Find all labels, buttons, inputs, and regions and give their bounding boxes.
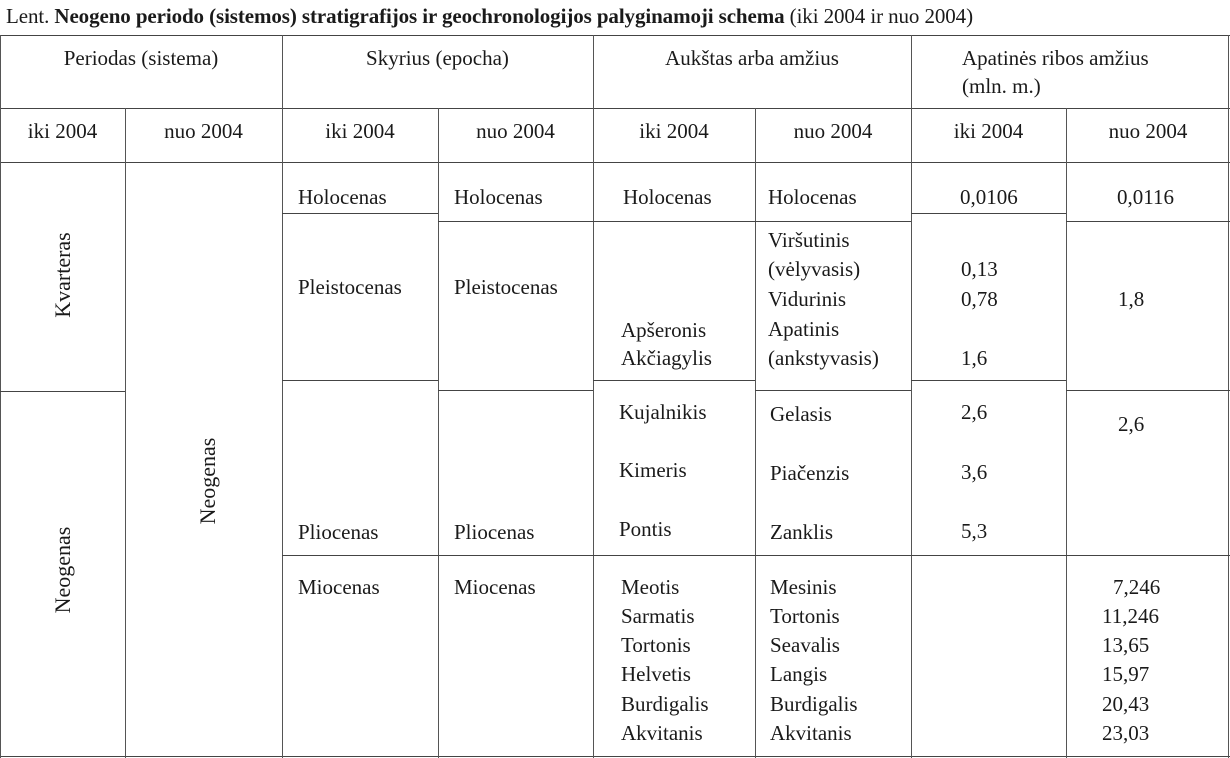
header-lower-boundary-line2: (mln. m.): [962, 74, 1041, 98]
header-epoch: Skyrius (epocha): [366, 46, 509, 70]
age-iki-3-6: 3,6: [961, 460, 988, 484]
age-iki-divider: [911, 380, 1066, 381]
caption-title: Neogeno periodo (sistemos) stratigrafijos ir geochronologijos palyginamoji schema: [54, 4, 785, 28]
stage-nuo-ankstyvasis: (ankstyvasis): [768, 346, 879, 370]
stage-iki-pontis: Pontis: [619, 517, 672, 541]
stage-nuo-divider: [755, 221, 911, 222]
stage-nuo-seavalis: Seavalis: [770, 633, 840, 657]
epoch-nuo-divider: [438, 221, 593, 222]
subcolumn-divider: [1066, 108, 1067, 758]
period-neogenas-nuo: Neogenas: [195, 437, 220, 525]
epoch-iki-pliocene: Pliocenas: [298, 520, 379, 544]
stage-nuo-virsutinis: Viršutinis: [768, 228, 850, 252]
caption-prefix: Lent.: [6, 4, 55, 28]
epoch-nuo-divider: [438, 390, 593, 391]
age-nuo-divider: [1066, 221, 1230, 222]
subheader-stage-nuo: nuo 2004: [793, 119, 873, 143]
stage-iki-helvetis: Helvetis: [621, 662, 691, 686]
subheader-stage-iki: iki 2004: [639, 119, 709, 143]
stage-nuo-akvitanis: Akvitanis: [770, 721, 852, 745]
epoch-iki-pleistocene: Pleistocenas: [298, 275, 402, 299]
header-period: Periodas (sistema): [63, 46, 219, 70]
stage-nuo-gelasis: Gelasis: [770, 402, 832, 426]
header-stage: Aukštas arba amžius: [665, 46, 839, 70]
age-iki-divider: [911, 213, 1066, 214]
header-lower-boundary-line1: Apatinės ribos amžius: [962, 46, 1149, 70]
table-bottom-border: [0, 756, 1230, 757]
stage-iki-divider: [593, 221, 755, 222]
subcolumn-divider: [755, 108, 756, 758]
age-iki-1-6: 1,6: [961, 346, 988, 370]
stage-iki-kujalnikis: Kujalnikis: [619, 400, 707, 424]
stage-iki-tortonis: Tortonis: [621, 633, 691, 657]
epoch-nuo-miocene: Miocenas: [454, 575, 536, 599]
subheader-period-iki: iki 2004: [27, 119, 98, 143]
stage-nuo-langis: Langis: [770, 662, 828, 686]
stage-iki-divider: [593, 555, 755, 556]
period-iki-divider: [0, 391, 125, 392]
stage-iki-akciagylis: Akčiagylis: [621, 346, 712, 370]
age-nuo-pleistocene: 1,8: [1118, 287, 1145, 311]
caption-suffix: (iki 2004 ir nuo 2004): [784, 4, 973, 28]
stage-iki-meotis: Meotis: [621, 575, 680, 599]
stage-iki-kimeris: Kimeris: [619, 458, 687, 482]
period-kvarteras: Kvarteras: [50, 232, 75, 318]
stage-nuo-apatinis: Apatinis: [768, 317, 840, 341]
age-nuo-divider: [1066, 390, 1230, 391]
age-nuo-11-246: 11,246: [1102, 604, 1159, 628]
age-nuo-15-97: 15,97: [1102, 662, 1150, 686]
stage-nuo-divider: [755, 390, 911, 391]
stage-iki-burdigalis: Burdigalis: [621, 692, 709, 716]
stage-iki-divider: [593, 380, 755, 381]
stage-nuo-zanklis: Zanklis: [770, 520, 833, 544]
stage-nuo-piacenzis: Piačenzis: [770, 461, 850, 485]
age-iki-0-13: 0,13: [961, 257, 998, 281]
period-neogenas-iki: Neogenas: [50, 526, 75, 614]
age-nuo-7-246: 7,246: [1113, 575, 1161, 599]
subheader-epoch-iki: iki 2004: [325, 119, 395, 143]
subheader-period-nuo: nuo 2004: [164, 119, 243, 143]
age-nuo-20-43: 20,43: [1102, 692, 1150, 716]
table-top-border: [0, 35, 1230, 36]
epoch-nuo-pliocene: Pliocenas: [454, 520, 535, 544]
age-nuo-pliocene: 2,6: [1118, 412, 1145, 436]
age-nuo-23-03: 23,03: [1102, 721, 1150, 745]
header-group-divider: [0, 108, 1230, 109]
age-iki-divider: [911, 555, 1066, 556]
age-iki-5-3: 5,3: [961, 519, 988, 543]
epoch-nuo-holocene: Holocenas: [454, 185, 543, 209]
stage-nuo-mesinis: Mesinis: [770, 575, 837, 599]
stage-nuo-holocene: Holocenas: [768, 185, 857, 209]
age-nuo-divider: [1066, 555, 1230, 556]
subcolumn-divider: [438, 108, 439, 758]
stage-nuo-burdigalis: Burdigalis: [770, 692, 858, 716]
age-iki-0-78: 0,78: [961, 287, 998, 311]
epoch-iki-holocene: Holocenas: [298, 185, 387, 209]
stage-nuo-velyvasis: (vėlyvasis): [768, 257, 861, 281]
subheader-age-iki: iki 2004: [953, 119, 1024, 143]
stage-nuo-vidurinis: Vidurinis: [768, 287, 847, 311]
epoch-nuo-divider: [438, 555, 593, 556]
stage-iki-sarmatis: Sarmatis: [621, 604, 695, 628]
subheader-age-nuo: nuo 2004: [1108, 119, 1188, 143]
age-nuo-holocene: 0,0116: [1117, 185, 1174, 209]
stage-nuo-divider: [755, 555, 911, 556]
age-iki-2-6: 2,6: [961, 400, 988, 424]
subcolumn-divider: [125, 108, 126, 758]
age-iki-holocene: 0,0106: [960, 185, 1018, 209]
epoch-iki-divider: [282, 213, 438, 214]
stage-iki-akvitanis: Akvitanis: [621, 721, 703, 745]
age-nuo-13-65: 13,65: [1102, 633, 1150, 657]
epoch-iki-divider: [282, 555, 438, 556]
subheader-epoch-nuo: nuo 2004: [476, 119, 555, 143]
epoch-iki-divider: [282, 380, 438, 381]
stage-iki-apseronis: Apšeronis: [621, 318, 707, 342]
header-bottom-border: [0, 162, 1230, 163]
epoch-iki-miocene: Miocenas: [298, 575, 380, 599]
epoch-nuo-pleistocene: Pleistocenas: [454, 275, 558, 299]
stage-iki-holocene: Holocenas: [623, 185, 712, 209]
stage-nuo-tortonis: Tortonis: [770, 604, 840, 628]
